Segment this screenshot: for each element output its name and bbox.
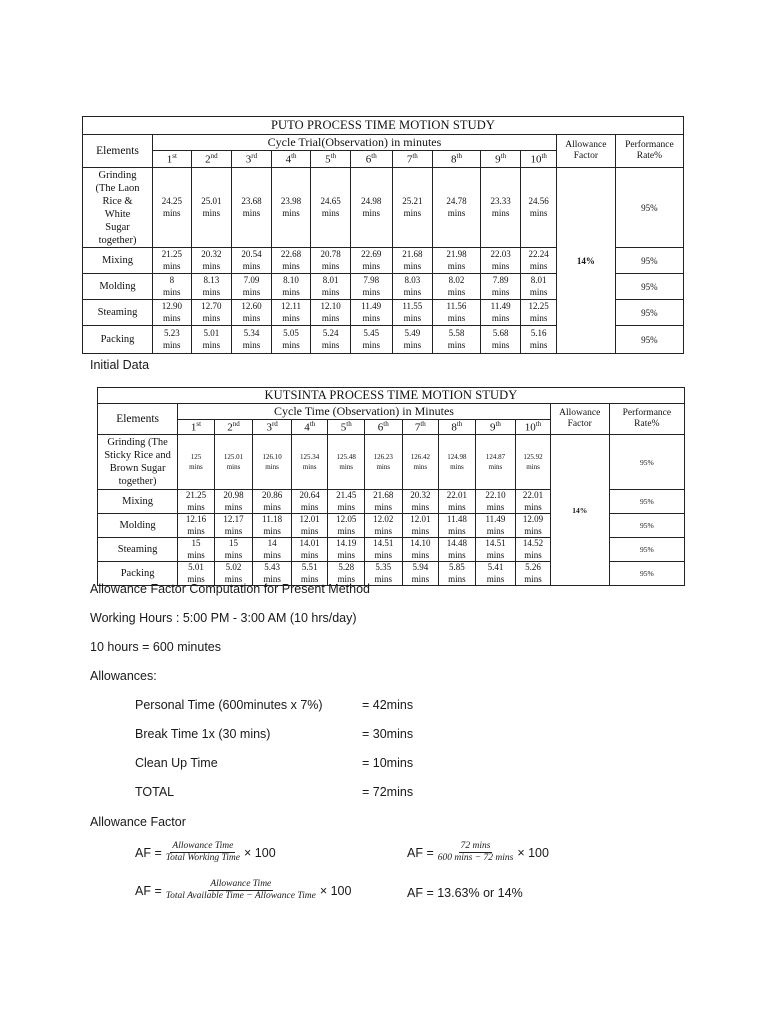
time-cell: 12.25 mins [521,300,557,326]
trial-header [232,151,272,168]
time-cell: 14.51 mins [475,538,516,562]
time-cell: 14.10 mins [402,538,439,562]
time-cell: 124.98 mins [439,435,476,490]
time-cell: 5.68 mins [480,326,521,354]
allowance-value: = 10mins [362,756,414,770]
performance-rate-cell: 95% [609,562,684,586]
time-cell: 14.01 mins [291,538,328,562]
time-cell: 20.64 mins [291,490,328,514]
fraction [436,841,516,864]
time-cell: 5.23 mins [153,326,192,354]
time-cell: 5.45 mins [350,326,392,354]
trial-header [402,420,439,435]
trial-number: 9 [495,153,501,166]
allowance-label: Personal Time (600minutes x 7%) [135,698,323,712]
time-cell: 22.01 mins [439,490,476,514]
time-cell: 14.52 mins [516,538,551,562]
denominator: Total Working Time [165,853,241,863]
time-cell: 22.01 mins [516,490,551,514]
element-name: Steaming [98,538,178,562]
time-cell: 22.68 mins [271,248,311,274]
formula-multiplier: × 100 [517,845,549,860]
trial-number: 7 [406,153,413,166]
time-cell: 125 mins [178,435,215,490]
formula-multiplier: × 100 [319,883,352,898]
time-cell: 5.02 mins [214,562,253,586]
formula-af-available [135,879,351,902]
allowance-label: Clean Up Time [135,756,218,770]
time-cell: 5.26 mins [516,562,551,586]
time-cell: 11.18 mins [253,514,292,538]
trial-number: 1 [190,421,197,434]
time-cell: 12.90 mins [153,300,192,326]
performance-rate-cell: 95% [615,326,683,354]
trial-suffix: th [541,152,547,161]
working-hours: Working Hours : 5:00 PM - 3:00 AM (10 hrs/day) [90,611,357,625]
trial-header [516,420,551,435]
trial-header [153,151,192,168]
time-cell: 125.01 mins [214,435,253,490]
performance-header: Performance Rate% [609,404,684,435]
time-cell: 11.49 mins [350,300,392,326]
element-name: Grinding (The Sticky Rice and Brown Sugar together) [98,435,178,490]
trial-number: 2 [227,421,233,434]
trial-suffix: nd [210,152,218,161]
time-cell: 8.03 mins [392,274,433,300]
allowance-factor-cell: 14% [556,168,615,354]
time-cell: 5.85 mins [439,562,476,586]
trial-suffix: st [172,152,177,161]
time-cell: 124.87 mins [475,435,516,490]
performance-rate-cell: 95% [615,248,683,274]
element-name: Mixing [83,248,153,274]
time-cell: 5.58 mins [433,326,481,354]
trial-number: 5 [340,421,347,434]
trial-suffix: th [456,152,462,161]
time-cell: 5.16 mins [521,326,557,354]
time-cell: 5.35 mins [365,562,403,586]
trial-header [328,420,365,435]
elements-header: Elements [98,404,178,435]
time-cell: 21.25 mins [153,248,192,274]
numerator: Allowance Time [172,841,234,851]
performance-header: Performance Rate% [615,135,683,168]
element-name: Packing [83,326,153,354]
time-cell: 12.09 mins [516,514,551,538]
allowance-total-value: = 72mins [362,785,414,799]
formula-lhs: AF = [407,845,434,860]
element-name: Mixing [98,490,178,514]
time-cell: 12.16 mins [178,514,215,538]
performance-rate-cell: 95% [615,168,683,248]
time-cell: 12.10 mins [311,300,351,326]
elements-header: Elements [83,135,153,168]
time-cell: 5.34 mins [232,326,272,354]
allowance-header: Allowance Factor [550,404,609,435]
time-cell: 21.68 mins [392,248,433,274]
initial-data-caption: Initial Data [90,358,150,372]
formula-lhs: AF = [135,845,162,860]
time-cell: 22.69 mins [350,248,392,274]
trial-suffix: th [412,152,418,161]
formula-multiplier: × 100 [244,845,276,860]
time-cell: 11.49 mins [475,514,516,538]
time-cell: 7.09 mins [232,274,272,300]
allowance-value: = 42mins [362,698,414,712]
time-cell: 12.70 mins [191,300,232,326]
kutsinta-time-motion-table [97,387,685,586]
time-cell: 7.98 mins [350,274,392,300]
formula-af-substituted [407,841,549,864]
trial-number: 5 [325,153,331,166]
fraction [164,841,242,864]
trial-suffix: rd [271,420,278,429]
time-cell: 21.98 mins [433,248,481,274]
time-cell: 8.02 mins [433,274,481,300]
table-title: PUTO PROCESS TIME MOTION STUDY [83,117,684,135]
time-cell: 23.33 mins [480,168,521,248]
formula-lhs: AF = [135,883,162,898]
time-cell: 125.48 mins [328,435,365,490]
time-cell: 12.02 mins [365,514,403,538]
time-cell: 8 mins [153,274,192,300]
time-cell: 125.34 mins [291,435,328,490]
trial-header [480,151,521,168]
time-cell: 23.68 mins [232,168,272,248]
trial-suffix: nd [232,420,240,429]
time-cell: 126.42 mins [402,435,439,490]
time-cell: 22.24 mins [521,248,557,274]
trial-suffix: th [495,420,501,429]
af-result: AF = 13.63% or 14% [407,886,523,900]
trial-number: 2 [205,153,211,166]
time-cell: 20.98 mins [214,490,253,514]
time-cell: 125.92 mins [516,435,551,490]
trial-suffix: th [420,420,426,429]
time-cell: 5.41 mins [475,562,516,586]
time-cell: 14.51 mins [365,538,403,562]
section-heading: Allowance Factor Computation for Present Method [90,582,370,596]
numerator: Allowance Time [210,879,272,889]
time-cell: 11.56 mins [433,300,481,326]
fraction [164,879,318,902]
time-cell: 15 mins [214,538,253,562]
trial-number: 10 [524,421,536,434]
trial-header [439,420,476,435]
denominator: 600 mins − 72 mins [437,853,514,863]
table-title: KUTSINTA PROCESS TIME MOTION STUDY [98,388,685,404]
trial-number: 7 [414,421,421,434]
trial-header [214,420,253,435]
time-cell: 11.49 mins [480,300,521,326]
trial-suffix: th [330,152,337,161]
cycle-header: Cycle Trial(Observation) in minutes [153,135,557,151]
time-cell: 25.21 mins [392,168,433,248]
element-name: Packing [98,562,178,586]
element-name: Grinding (The Laon Rice & White Sugar together) [83,168,153,248]
formula-af-definition [135,841,276,864]
allowance-value: = 30mins [362,727,414,741]
trial-header [433,151,481,168]
trial-header [475,420,516,435]
trial-number: 8 [451,153,457,166]
trial-suffix: th [371,152,377,161]
time-cell: 12.11 mins [271,300,311,326]
trial-number: 6 [365,153,372,166]
time-cell: 11.48 mins [439,514,476,538]
trial-number: 3 [266,421,272,434]
time-cell: 23.98 mins [271,168,311,248]
trial-number: 3 [245,153,252,166]
trial-suffix: th [500,152,507,161]
trial-suffix: st [196,420,202,429]
trial-header [392,151,433,168]
time-cell: 12.17 mins [214,514,253,538]
time-cell: 21.45 mins [328,490,365,514]
time-cell: 7.89 mins [480,274,521,300]
allowances-label: Allowances: [90,669,157,683]
allowance-factor-cell: 14% [550,435,609,586]
denominator: Total Available Time − Allowance Time [165,891,316,901]
trial-header [311,151,351,168]
time-cell: 15 mins [178,538,215,562]
time-cell: 21.68 mins [365,490,403,514]
time-cell: 12.05 mins [328,514,365,538]
time-cell: 22.10 mins [475,490,516,514]
performance-rate-cell: 95% [609,514,684,538]
trial-number: 10 [530,153,542,166]
trial-header [365,420,403,435]
time-cell: 8.13 mins [191,274,232,300]
time-cell: 14 mins [253,538,292,562]
trial-number: 9 [489,421,496,434]
time-cell: 21.25 mins [178,490,215,514]
time-cell: 22.03 mins [480,248,521,274]
time-cell: 24.56 mins [521,168,557,248]
time-cell: 5.94 mins [402,562,439,586]
performance-rate-cell: 95% [609,538,684,562]
performance-rate-cell: 95% [615,300,683,326]
table-row [83,168,684,248]
time-cell: 5.43 mins [253,562,292,586]
time-cell: 20.54 mins [232,248,272,274]
allowance-factor-label: Allowance Factor [90,815,186,829]
trial-header [350,151,392,168]
cycle-header: Cycle Time (Observation) in Minutes [178,404,551,420]
time-cell: 5.28 mins [328,562,365,586]
trial-number: 6 [377,421,384,434]
puto-time-motion-table [82,116,684,354]
time-cell: 14.19 mins [328,538,365,562]
time-cell: 5.01 mins [178,562,215,586]
trial-header [521,151,557,168]
numerator: 72 mins [460,841,491,851]
time-cell: 12.60 mins [232,300,272,326]
time-cell: 126.23 mins [365,435,403,490]
trial-suffix: th [309,420,316,429]
allowance-label: Break Time 1x (30 mins) [135,727,271,741]
time-cell: 8.10 mins [271,274,311,300]
time-cell: 5.01 mins [191,326,232,354]
trial-header [271,151,311,168]
trial-number: 8 [451,421,457,434]
trial-header [291,420,328,435]
time-cell: 5.49 mins [392,326,433,354]
time-cell: 25.01 mins [191,168,232,248]
trial-number: 4 [304,421,310,434]
time-cell: 24.98 mins [350,168,392,248]
trial-suffix: th [291,152,297,161]
element-name: Molding [83,274,153,300]
time-cell: 20.32 mins [191,248,232,274]
time-cell: 11.55 mins [392,300,433,326]
time-cell: 5.51 mins [291,562,328,586]
allowance-total-label: TOTAL [135,785,175,799]
time-cell: 12.01 mins [402,514,439,538]
time-cell: 20.32 mins [402,490,439,514]
time-cell: 126.10 mins [253,435,292,490]
time-cell: 24.65 mins [311,168,351,248]
trial-number: 1 [166,153,173,166]
time-cell: 24.25 mins [153,168,192,248]
trial-suffix: th [383,420,389,429]
time-cell: 24.78 mins [433,168,481,248]
trial-suffix: th [346,420,352,429]
performance-rate-cell: 95% [609,435,684,490]
time-cell: 5.05 mins [271,326,311,354]
trial-number: 4 [285,153,292,166]
time-cell: 12.01 mins [291,514,328,538]
trial-suffix: rd [251,152,258,161]
time-cell: 8.01 mins [521,274,557,300]
trial-suffix: th [456,420,463,429]
element-name: Steaming [83,300,153,326]
element-name: Molding [98,514,178,538]
trial-header [178,420,215,435]
time-cell: 5.24 mins [311,326,351,354]
performance-rate-cell: 95% [609,490,684,514]
trial-header [253,420,292,435]
trial-header [191,151,232,168]
allowance-header: Allowance Factor [556,135,615,168]
performance-rate-cell: 95% [615,274,683,300]
hours-to-minutes: 10 hours = 600 minutes [90,640,221,654]
time-cell: 20.86 mins [253,490,292,514]
time-cell: 14.48 mins [439,538,476,562]
time-cell: 20.78 mins [311,248,351,274]
time-cell: 8.01 mins [311,274,351,300]
table-row [98,435,685,490]
trial-suffix: th [535,420,542,429]
